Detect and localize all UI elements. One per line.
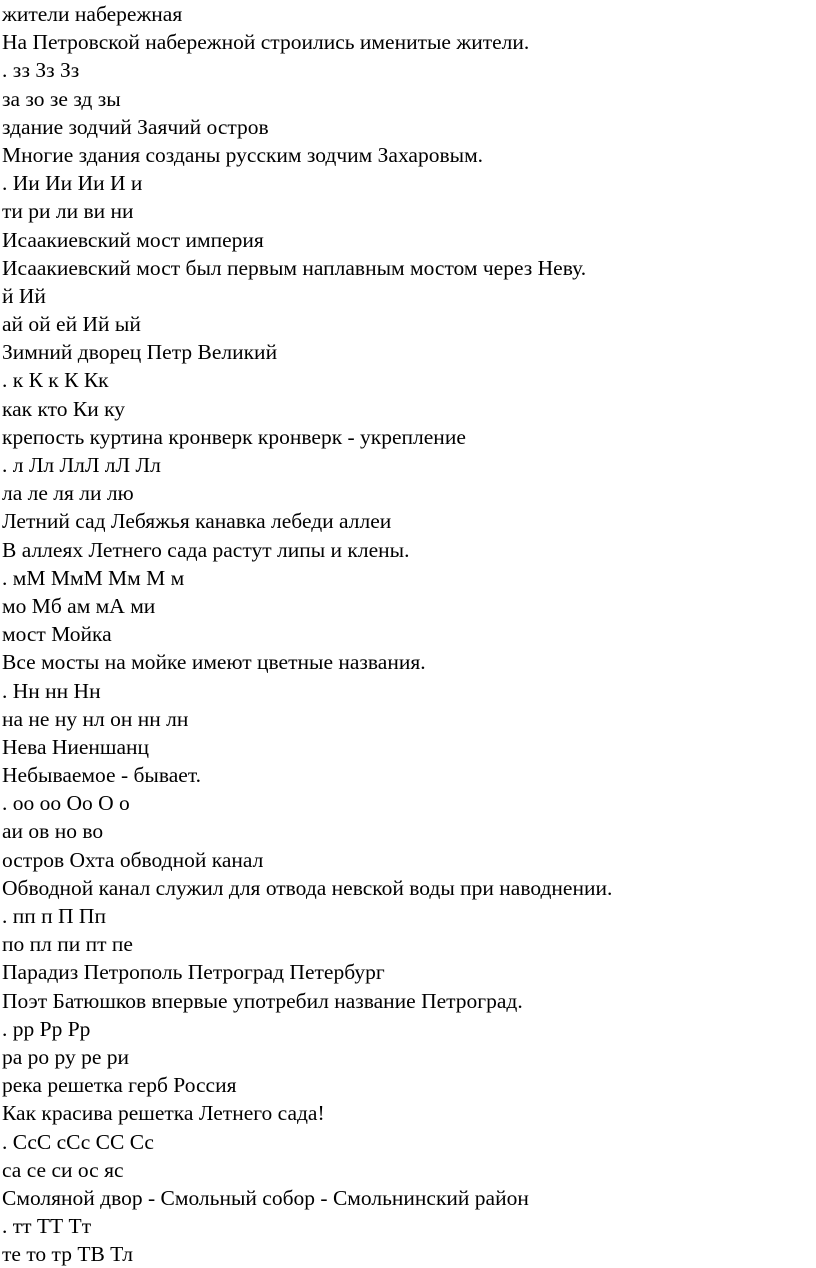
text-line: . Нн нн Нн — [2, 678, 101, 703]
text-line: . зз Зз Зз — [2, 58, 80, 83]
text-line: аи ов но во — [2, 819, 104, 844]
text-line: за зо зе зд зы — [2, 86, 121, 111]
text-line: . тт ТТ Тт — [2, 1214, 92, 1239]
text-line: те то тр ТВ Тл — [2, 1242, 133, 1267]
text-line: ай ой ей Ий ый — [2, 312, 141, 337]
text-line: по пл пи пт пе — [2, 932, 133, 957]
text-line: Парадиз Петрополь Петроград Петербург — [2, 960, 385, 985]
text-line: Обводной канал служил для отвода невской воды при наводнении. — [2, 875, 613, 900]
text-line: Все мосты на мойке имеют цветные названия. — [2, 650, 426, 675]
text-line: ра ро ру ре ри — [2, 1044, 130, 1069]
text-line: Многие здания созданы русским зодчим Захаровым. — [2, 142, 484, 167]
text-line: Смоляной двор - Смольный собор - Смольнинский район — [2, 1185, 529, 1210]
text-line: как кто Ки ку — [2, 396, 125, 421]
text-line: На Петровской набережной строились именитые жители. — [2, 30, 530, 55]
text-line: й Ий — [2, 283, 46, 308]
text-line: . рр Рр Рр — [2, 1016, 91, 1041]
text-line: жители набережная — [2, 2, 183, 26]
text-line: . Ии Ии Ии И и — [2, 171, 143, 196]
text-line: Летний сад Лебяжья канавка лебеди аллеи — [2, 509, 392, 534]
text-line: Поэт Батюшков впервые употребил название Петроград. — [2, 988, 523, 1013]
text-line: Небываемое - бывает. — [2, 763, 201, 788]
text-line: ла ле ля ли лю — [2, 481, 134, 506]
text-line: Исаакиевский мост империя — [2, 227, 264, 252]
text-line: В аллеях Летнего сада растут липы и клены. — [2, 537, 410, 562]
text-line: . СсС сСс СС Сс — [2, 1129, 154, 1154]
text-line: . оо оо Оо О о — [2, 791, 130, 816]
text-line: мо Мб ам мА ми — [2, 593, 156, 618]
text-line: ти ри ли ви ни — [2, 199, 134, 224]
text-line: са се си ос яс — [2, 1157, 124, 1182]
text-line: река решетка герб Россия — [2, 1073, 237, 1098]
text-line: Нева Ниеншанц — [2, 734, 150, 759]
text-line: Исаакиевский мост был первым наплавным мостом через Неву. — [2, 255, 587, 280]
text-line: мост Мойка — [2, 622, 112, 647]
text-line: . мМ МмМ Мм М м — [2, 565, 185, 590]
text-lines — [2, 0, 612, 1268]
text-line: Как красива решетка Летнего сада! — [2, 1101, 325, 1126]
text-line: остров Охта обводной канал — [2, 847, 264, 872]
text-line: . к К к К Кк — [2, 368, 109, 393]
text-line: . л Лл ЛлЛ лЛ Лл — [2, 453, 161, 477]
text-line: . пп п П Пп — [2, 904, 106, 928]
text-line: здание зодчий Заячий остров — [2, 114, 269, 139]
text-line: крепость куртина кронверк кронверк - укрепление — [2, 424, 466, 449]
text-line: на не ну нл он нн лн — [2, 706, 189, 731]
text-line: Зимний дворец Петр Великий — [2, 340, 278, 365]
